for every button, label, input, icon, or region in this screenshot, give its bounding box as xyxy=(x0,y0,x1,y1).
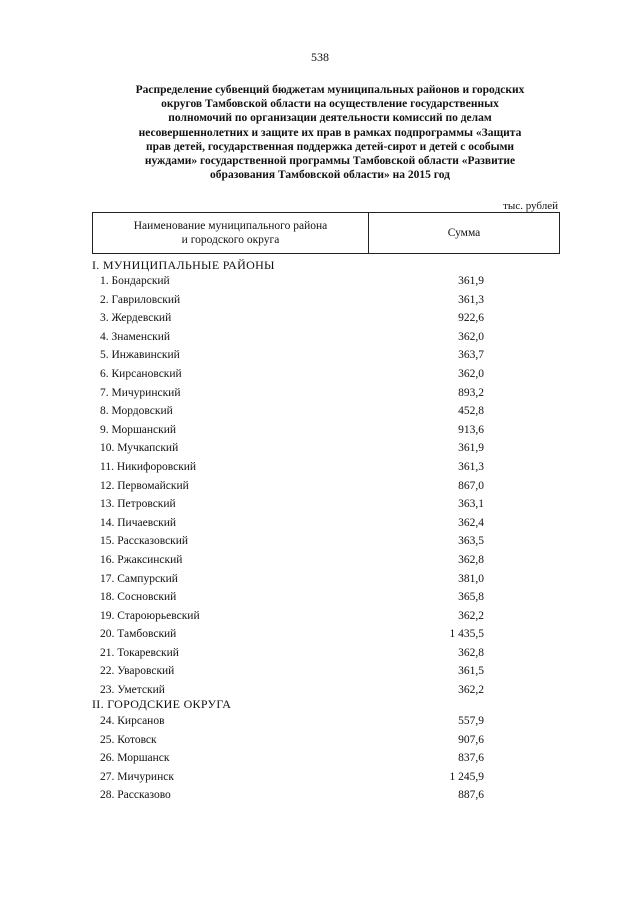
municipality-name: 7. Мичуринский xyxy=(100,386,181,399)
amount-value: 361,3 xyxy=(458,460,484,473)
municipality-name: 18. Сосновский xyxy=(100,591,177,604)
title-line: несовершеннолетних и защите их прав в рамках подпрограммы «Защита xyxy=(138,126,522,139)
table-row xyxy=(0,459,640,478)
municipality-name: 3. Жердевский xyxy=(100,312,172,325)
title-line: прав детей, государственная поддержка детей-сирот и детей с особыми xyxy=(145,140,515,153)
municipality-name: 4. Знаменский xyxy=(100,330,171,343)
table-row xyxy=(0,329,640,348)
amount-value: 363,5 xyxy=(458,535,484,548)
amount-value: 362,2 xyxy=(458,684,484,697)
table-row xyxy=(0,533,640,552)
amount-value: 837,6 xyxy=(458,752,484,765)
column-header-sum: Сумма xyxy=(447,227,481,239)
table-row xyxy=(0,385,640,404)
title-line: округов Тамбовской области на осуществление государственных xyxy=(161,98,499,111)
title-line: полномочий по организации деятельности комиссий по делам xyxy=(168,112,492,125)
table-row xyxy=(0,571,640,590)
table-row xyxy=(0,713,640,732)
amount-value: 452,8 xyxy=(458,405,484,418)
amount-value: 381,0 xyxy=(458,572,484,585)
amount-value: 365,8 xyxy=(458,591,484,604)
table-row xyxy=(0,626,640,645)
amount-value: 361,3 xyxy=(458,293,484,306)
table-row xyxy=(0,403,640,422)
municipality-name: 10. Мучкапский xyxy=(100,442,179,455)
amount-value: 362,4 xyxy=(458,516,484,529)
table-header xyxy=(92,212,560,254)
amount-value: 557,9 xyxy=(458,715,484,727)
table-row xyxy=(0,589,640,608)
table-row xyxy=(0,663,640,682)
title-line: нуждами» государственной программы Тамбовской области «Развитие xyxy=(144,155,516,168)
municipality-name: 21. Токаревский xyxy=(100,646,179,659)
table-row xyxy=(0,478,640,497)
column-header-name xyxy=(93,213,369,253)
amount-value: 361,5 xyxy=(458,665,484,678)
page-number: 538 xyxy=(311,50,329,64)
table-row xyxy=(0,366,640,385)
amount-value: 922,6 xyxy=(458,312,484,325)
amount-value: 867,0 xyxy=(458,479,484,492)
districts-list xyxy=(0,273,640,701)
amount-value: 362,8 xyxy=(458,553,484,566)
amount-value: 1 245,9 xyxy=(449,770,484,783)
document-title xyxy=(100,83,560,182)
amount-value: 361,9 xyxy=(458,275,484,287)
amount-value: 1 435,5 xyxy=(449,628,484,641)
table-row xyxy=(0,732,640,751)
municipality-name: 13. Петровский xyxy=(100,498,176,511)
amount-value: 913,6 xyxy=(458,423,484,436)
amount-value: 363,1 xyxy=(458,498,484,511)
units-label: тыс. рублей xyxy=(503,200,558,212)
table-row xyxy=(0,552,640,571)
municipality-name: 19. Староюрьевский xyxy=(100,609,200,622)
municipality-name: 22. Уваровский xyxy=(100,665,175,678)
table-row xyxy=(0,310,640,329)
amount-value: 361,9 xyxy=(458,442,484,455)
amount-value: 362,0 xyxy=(458,367,484,380)
amount-value: 362,8 xyxy=(458,646,484,659)
municipality-name: 1. Бондарский xyxy=(100,275,170,287)
amount-value: 362,2 xyxy=(458,609,484,622)
municipality-name: 5. Инжавинский xyxy=(100,349,180,362)
municipality-name: 12. Первомайский xyxy=(100,479,189,492)
table-row xyxy=(0,645,640,664)
table-row xyxy=(0,515,640,534)
amount-value: 362,0 xyxy=(458,330,484,343)
table-row xyxy=(0,787,640,806)
table-row xyxy=(0,496,640,515)
municipality-name: 14. Пичаевский xyxy=(100,516,177,529)
municipality-name: 24. Кирсанов xyxy=(100,715,165,727)
column-header-name-line1: Наименование муниципального района xyxy=(133,220,328,232)
table-row xyxy=(0,440,640,459)
cities-list xyxy=(0,713,640,806)
table-row xyxy=(0,347,640,366)
table-row xyxy=(0,292,640,311)
municipality-name: 27. Мичуринск xyxy=(100,770,174,783)
title-line: образования Тамбовской области» на 2015 год xyxy=(210,169,450,182)
table-row xyxy=(0,608,640,627)
amount-value: 887,6 xyxy=(458,789,484,802)
municipality-name: 26. Моршанск xyxy=(100,752,170,765)
title-line: Распределение субвенций бюджетам муниципальных районов и городских xyxy=(135,84,525,96)
municipality-name: 28. Рассказово xyxy=(100,789,171,802)
amount-value: 907,6 xyxy=(458,733,484,746)
section-heading-cities: II. ГОРОДСКИЕ ОКРУГА xyxy=(92,697,232,711)
table-row xyxy=(0,769,640,788)
section-heading-districts: I. МУНИЦИПАЛЬНЫЕ РАЙОНЫ xyxy=(92,258,275,272)
municipality-name: 11. Никифоровский xyxy=(100,460,197,473)
municipality-name: 17. Сампурский xyxy=(100,572,178,585)
municipality-name: 15. Рассказовский xyxy=(100,535,189,548)
municipality-name: 25. Котовск xyxy=(100,733,157,746)
municipality-name: 6. Кирсановский xyxy=(100,367,182,380)
municipality-name: 20. Тамбовский xyxy=(100,628,177,641)
table-row xyxy=(0,273,640,292)
municipality-name: 23. Уметский xyxy=(100,684,165,697)
municipality-name: 8. Мордовский xyxy=(100,405,173,418)
municipality-name: 9. Моршанский xyxy=(100,423,177,436)
municipality-name: 16. Ржаксинский xyxy=(100,553,183,566)
column-header-name-line2: и городского округа xyxy=(181,234,280,246)
municipality-name: 2. Гавриловский xyxy=(100,293,181,306)
amount-value: 363,7 xyxy=(458,349,484,362)
amount-value: 893,2 xyxy=(458,386,484,399)
table-row xyxy=(0,422,640,441)
table-row xyxy=(0,750,640,769)
